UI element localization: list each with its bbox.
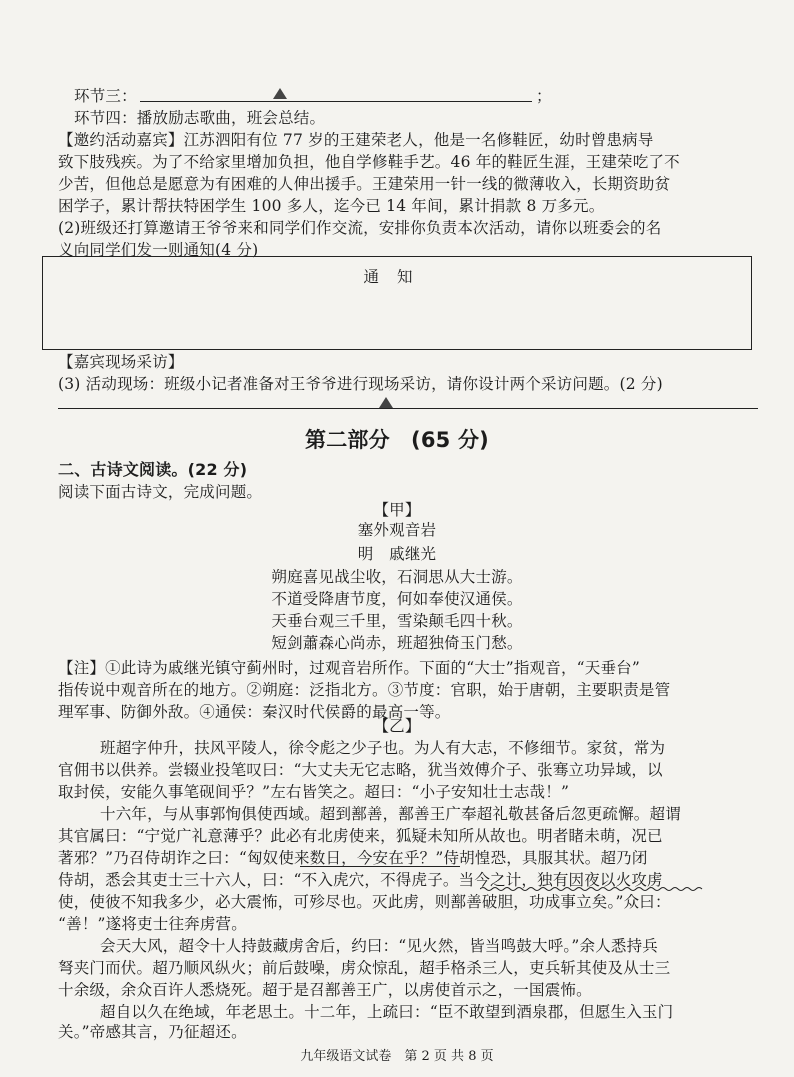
step3-answer-blank[interactable] — [140, 101, 532, 102]
prose-line: 使，使彼不知我多少，必大震怖，可殄尽也。灭此虏，则鄯善破胆，功成事立矣。”众曰： — [58, 893, 671, 911]
poem-line: 不道受降唐节度，何如奉使汉通侯。 — [271, 590, 523, 608]
label-jia: 【甲】 — [373, 501, 421, 519]
sentence-wavy-underline — [480, 886, 705, 892]
answer-line[interactable] — [58, 408, 758, 409]
prose-line: 会天大风，超令十人持鼓藏虏舍后，约曰：“见火然，皆当鸣鼓大呼。”余人悉持兵 — [100, 937, 659, 955]
page-footer: 九年级语文试卷 第 2 页 共 8 页 — [300, 1049, 494, 1064]
question-2-line: (2)班级还打算邀请王爷爷来和同学们作交流，安排你负责本次活动，请你以班委会的名 — [58, 219, 662, 237]
notes-line: 【注】①此诗为戚继光镇守蓟州时，过观音岩所作。下面的“大士”指观音，“天垂台” — [58, 659, 640, 677]
prose-line: 班超字仲升，扶风平陵人，徐令彪之少子也。为人有大志，不修细节。家贫，常为 — [100, 739, 666, 757]
label-yi: 【乙】 — [373, 717, 421, 735]
prose-line: 其官属曰：“宁觉广礼意薄乎？此必有北虏使来，狐疑未知所从故也。明者睹未萌，况已 — [58, 827, 663, 845]
poem-line: 天垂台观三千里，雪染颠毛四十秋。 — [271, 612, 523, 630]
notice-title: 通知 — [363, 268, 431, 286]
sentence-underline — [300, 866, 460, 867]
notes-line: 指传说中观音所在的地方。②朔庭：泛指北方。③节度：官职，始于唐朝，主要职责是管 — [58, 681, 671, 699]
prose-line: 十余级，余众百许人悉烧死。超于是召鄯善王广，以虏使首示之，一国震怖。 — [58, 981, 592, 999]
poem-author: 明 戚继光 — [357, 545, 437, 563]
poem-line: 朔庭喜见战尘收，石洞思从大士游。 — [271, 568, 523, 586]
answer-marker-icon — [379, 397, 393, 408]
prose-line-wavy: 侍胡，悉会其吏士三十六人，曰：“不入虎穴，不得虎子。当今之计，独有因夜以火攻虏 — [58, 871, 663, 889]
question-3: (3) 活动现场：班级小记者准备对王爷爷进行现场采访，请你设计两个采访问题。(2 分) — [58, 375, 663, 393]
step4-text: 环节四：播放励志歌曲，班会总结。 — [74, 109, 326, 127]
step3-label: 环节三： — [74, 87, 137, 105]
step3-end: ； — [536, 87, 552, 105]
poem-line: 短剑蕭森心尚赤，班超独倚玉门愁。 — [271, 634, 523, 652]
guest-para-line: 少苦，但他总是愿意为有困难的人伸出援手。王建荣用一针一线的微薄收入，长期资助贫 — [58, 175, 671, 193]
guest-para-line: 困学子，累计帮扶特困学生 100 多人，迄今已 14 年间，累计捐款 8 万多元。 — [58, 197, 605, 215]
interview-heading: 【嘉宾现场采访】 — [58, 353, 184, 371]
prose-line: “善！”遂将吏士往奔虏营。 — [58, 915, 247, 933]
poem-title: 塞外观音岩 — [357, 521, 437, 539]
question-2-line: 义向同学们发一则通知(4 分) — [58, 241, 259, 259]
prose-line: 关。”帝感其言，乃征超还。 — [58, 1023, 247, 1041]
prose-line: 弩夹门而伏。超乃顺风纵火；前后鼓噪，虏众惊乱，超手格杀三人，吏兵斩其使及从士三 — [58, 959, 671, 977]
notes-line: 理军事、防御外敌。④通侯：秦汉时代侯爵的最高一等。 — [58, 703, 451, 721]
answer-marker-icon — [273, 88, 287, 99]
prose-line: 十六年，与从事郭恂俱使西域。超到鄯善，鄯善王广奉超礼敬甚备后忽更疏懈。超谓 — [100, 805, 681, 823]
notice-answer-box[interactable] — [42, 256, 752, 350]
prose-line: 超自以久在绝域，年老思土。十二年，上疏曰：“臣不敢望到酒泉郡，但愿生入玉门 — [100, 1003, 674, 1021]
prose-line: 取封侯，安能久事笔砚间乎？”左右皆笑之。超曰：“小子安知壮士志哉！” — [58, 783, 570, 801]
guest-para-line: 致下肢残疾。为了不给家里增加负担，他自学修鞋手艺。46 年的鞋匠生涯，王建荣吃了不 — [58, 153, 680, 171]
instruction: 阅读下面古诗文，完成问题。 — [58, 483, 263, 501]
guest-para-line: 【邀约活动嘉宾】江苏泗阳有位 77 岁的王建荣老人，他是一名修鞋匠，幼时曾患病导 — [58, 131, 654, 149]
section-title: 二、古诗文阅读。(22 分) — [58, 460, 248, 479]
part2-title: 第二部分 (65 分) — [305, 428, 489, 452]
prose-line: 官佣书以供养。尝辍业投笔叹曰：“大丈夫无它志略，犹当效傅介子、张骞立功异域，以 — [58, 761, 663, 779]
prose-line-underlined: 著邪？”乃召侍胡诈之曰：“匈奴使来数日，今安在乎？”侍胡惶恐，具服其状。超乃闭 — [58, 849, 648, 867]
